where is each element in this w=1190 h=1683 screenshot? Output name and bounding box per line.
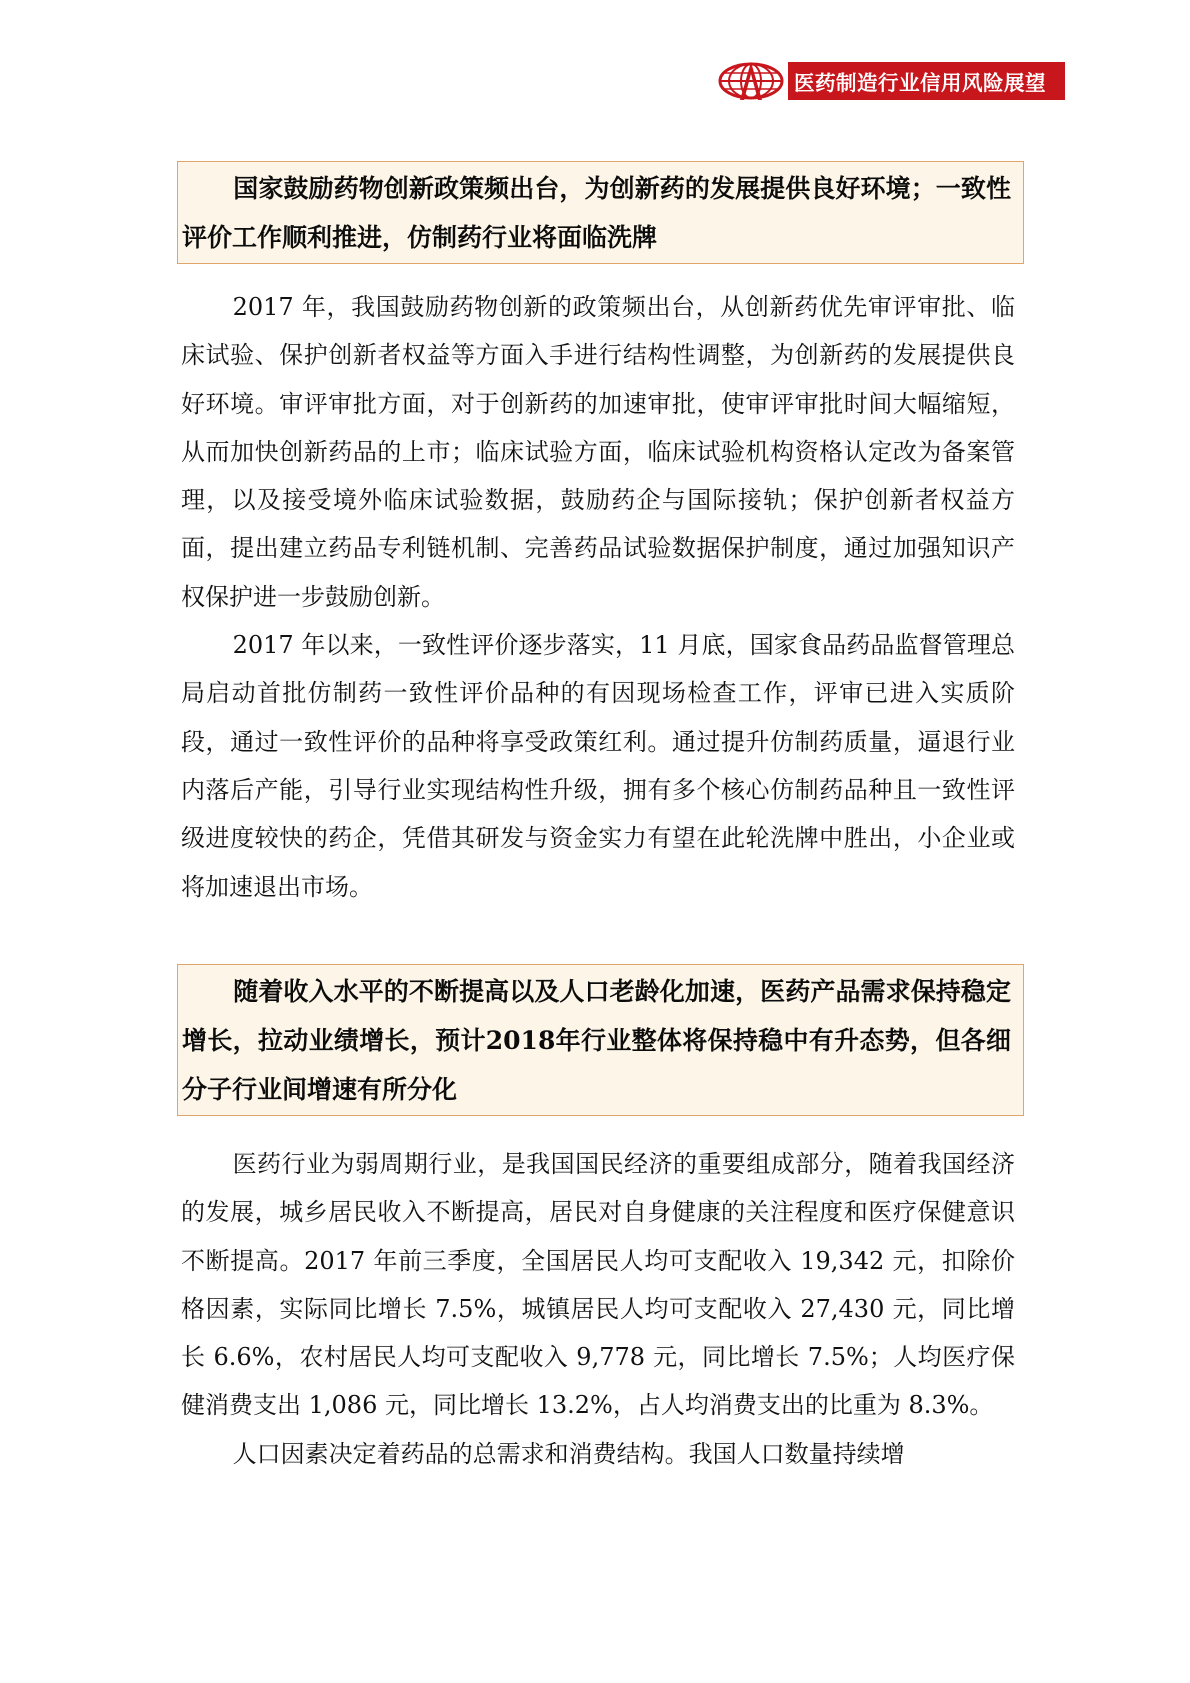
body-paragraph: 2017 年以来，一致性评价逐步落实，11 月底，国家食品药品监督管理总局启动首批仿制药一致性评价品种的有因现场检查工作，评审已进入实质阶段，通过一致性评价的品种将享受政策红利。通过提升仿制药质量，逼退行业内落后产能，引导行业实现结构性升级，拥有多个核心仿制药品种且一致性评级进度较快的药企，凭借其研发与资金实力有望在此轮洗牌中胜出，小企业或将加速退出市场。 [181,631,1015,901]
body-paragraph: 2017 年，我国鼓励药物创新的政策频出台，从创新药优先审评审批、临床试验、保护创新者权益等方面入手进行结构性调整，为创新药的发展提供良好环境。审评审批方面，对于创新药的加速审批，使审评审批时间大幅缩短，从而加快创新药品的上市；临床试验方面，临床试验机构资格认定改为备案管理，以及接受境外临床试验数据，鼓励药企与国际接轨；保护创新者权益方面，提出建立药品专利链机制、完善药品试验数据保护制度，通过加强知识产权保护进一步鼓励创新。 [181,293,1015,611]
section-heading-box [177,161,1024,264]
body-paragraph: 医药行业为弱周期行业，是我国国民经济的重要组成部分，随着我国经济的发展，城乡居民收入不断提高，居民对自身健康的关注程度和医疗保健意识不断提高。2017 年前三季度，全国居民人均可支配收入 19,342 元，扣除价格因素，实际同比增长 7.5%，城镇居民人均可支配收入 27,430 元，同比增长 6.6%，农村居民人均可支配收入 9,778 元，同比增长 7.5%；人均医疗保健消费支出 1,086 元，同比增长 13.2%，占人均消费支出的比重为 8.3%。 [181,1150,1015,1420]
section-heading: 国家鼓励药物创新政策频出台，为创新药的发展提供良好环境；一致性评价工作顺利推进，仿制药行业将面临洗牌 [182,174,1011,252]
page-header [716,60,1065,102]
body-paragraph: 人口因素决定着药品的总需求和消费结构。我国人口数量持续增 [232,1439,905,1468]
red-globe-logo-icon [716,60,786,102]
section-heading-box [177,964,1024,1116]
section-heading: 随着收入水平的不断提高以及人口老龄化加速，医药产品需求保持稳定增长，拉动业绩增长，预计2018年行业整体将保持稳中有升态势，但各细分子行业间增速有所分化 [182,977,1011,1104]
section-body [181,1140,1015,1478]
report-title-banner: 医药制造行业信用风险展望 [788,62,1065,100]
section-body [181,283,1015,911]
